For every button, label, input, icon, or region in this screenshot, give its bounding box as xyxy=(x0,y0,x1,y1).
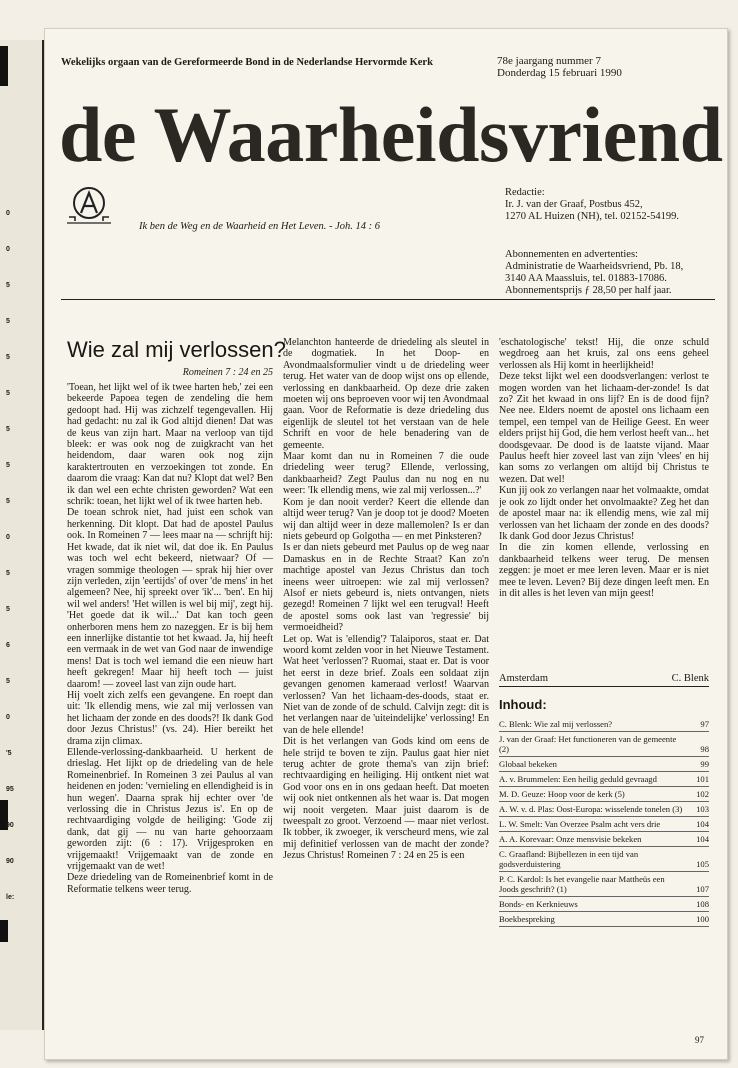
motto: Ik ben de Weg en de Waarheid en Het Leven. - Joh. 14 : 6 xyxy=(139,221,381,232)
contents-entry xyxy=(499,732,709,757)
article-paragraph: Deze driedeling van de Romeinenbrief komt in de Reformatie telkens weer terug. xyxy=(67,872,273,895)
contents-entry xyxy=(499,787,709,802)
tagline: Wekelijks orgaan van de Gereformeerde Bond in de Nederlandse Hervormde Kerk xyxy=(61,57,433,68)
spine-mark: '5 xyxy=(6,750,12,757)
contents-entry-page: 104 xyxy=(696,819,709,829)
article-paragraph: Deze tekst lijkt wel een doodsverlangen: verlost te mogen worden van het lichaam-der-zonde! Is dat zo? Zit het kwaad in ons lijf? En is de dood fijn? Nee nee. Elders noemt de apostel ons lichaam een tempel, een tempel van de Heilige Geest. En weer elders prijst hij God, die hem verlost heeft van... het doodsgevaar. De dood is de laatste vijand. Maar Paulus heeft hier zoveel last van zijn 'vlees' en hij kan soms zo verlangen om altijd bij Christus te wezen. Dat wel! xyxy=(499,371,709,485)
contents-entry xyxy=(499,872,709,897)
article-paragraph: Let op. Wat is 'ellendig'? Talaiporos, staat er. Dat woord komt zelden voor in het Nieuwe Testament. Wat heet 'verlossen'? Ruomai, staat er. Dat is voor het eerst in deze brief. Zoals een soldaat zijn gevangen genomen kameraad verlost! Waarvan verlossen? Van het lichaam-des-doods, staat er. Niet van de zonde of de schuld. Calvijn zegt: dit is het verlangen naar de 'uiteindelijke' verlossing! En van de hele ellende! xyxy=(283,633,489,736)
contents-entry xyxy=(499,832,709,847)
contents-entry-page: 99 xyxy=(700,759,709,769)
spine-mark: 0 xyxy=(6,534,10,541)
contents-entry xyxy=(499,757,709,772)
spine-mark: 5 xyxy=(6,498,10,505)
article-title: Wie zal mij verlossen? xyxy=(67,337,286,362)
article-paragraph: Maar komt dan nu in Romeinen 7 die oude driedeling weer terug? Ellende, verlossing, dankbaarheid? Zegt Paulus dan nu nog en nu weer: 'Ik ellendig mens, wie zal mij verlossen...?' xyxy=(283,451,489,497)
spine-mark: 90 xyxy=(6,822,14,829)
redactie-line: Redactie: xyxy=(505,187,545,198)
abonnementen-block xyxy=(505,249,715,297)
contents-entry xyxy=(499,897,709,912)
issue-date: Donderdag 15 februari 1990 xyxy=(497,67,622,79)
binding-spine xyxy=(0,40,44,1030)
contents-entry-page: 107 xyxy=(696,884,709,894)
contents-entry-title: Boekbespreking xyxy=(499,914,555,924)
contents-entry xyxy=(499,717,709,732)
contents-entry xyxy=(499,847,709,872)
signature-place: Amsterdam xyxy=(499,673,548,684)
header-rule xyxy=(61,299,715,300)
article-paragraph: Is er dan niets gebeurd met Paulus op de weg naar Damaskus en in de Rechte Straat? Kan zo'n machtige apostel van Jezus Christus dan toch ineens weer uitroepen: wie zal mij verlossen? Alsof er niets gebeurd is, niets ontvangen, niets gezegd! Romeinen 7 lijkt wel een terugval! Heeft de apostel soms ook last van 'regressie' bij vermoeidheid? xyxy=(283,542,489,634)
contents-entry-title: A. v. Brummelen: Een heilig geduld gevraagd xyxy=(499,774,657,784)
spine-mark: 0 xyxy=(6,246,10,253)
newspaper-page xyxy=(44,28,728,1060)
article-paragraph: 'eschatologische' tekst! Hij, die onze schuld wegdroeg aan het kruis, zal ons eens geheel verlossen als Hij komt in heerlijkheid! xyxy=(499,337,709,371)
page-number: 97 xyxy=(695,1035,704,1045)
contents-entry-page: 105 xyxy=(696,859,709,869)
article-paragraph: Kun jij ook zo verlangen naar het volmaakte, omdat je ook zo lijdt onder het onvolmaakte? Zeg het dan de apostel maar na: ik ellendig mens, wie zal mij verlossen van het lichaam der zonde en des doods? Ik dank God door Jezus Christus! xyxy=(499,485,709,542)
spine-mark: 0 xyxy=(6,210,10,217)
issue-info xyxy=(497,55,622,79)
scripture-reference: Romeinen 7 : 24 en 25 xyxy=(182,367,273,378)
spine-mark: 95 xyxy=(6,786,14,793)
spine-mark: 5 xyxy=(6,606,10,613)
spine-mark: 5 xyxy=(6,282,10,289)
issue-volume: 78e jaargang nummer 7 xyxy=(497,55,601,67)
spine-mark: 5 xyxy=(6,354,10,361)
contents-entry-page: 102 xyxy=(696,789,709,799)
contents-entry-page: 100 xyxy=(696,914,709,924)
contents-entry-title: Bonds- en Kerknieuws xyxy=(499,899,578,909)
article-paragraph: Hij voelt zich zelfs een gevangene. En roept dan uit: 'Ik ellendig mens, wie zal mij verlossen van het lichaam der zonde en des doods?! Ik dank God door Jezus Christus!' (vs. 24). Hier bereikt het drama zijn climax. xyxy=(67,689,273,747)
contents-entry-title: C. Graafland: Bijbellezen in een tijd van godsverduistering xyxy=(499,849,639,869)
spine-mark: 5 xyxy=(6,462,10,469)
article-paragraph: In die zin komen ellende, verlossing en dankbaarheid telkens weer terug. De mensen zeggen: je moet er mee leren leven. Maar er is niet mee te leven. Leven? Bij deze dingen leeft men. En in dit alles is het leven van mijn geest! xyxy=(499,542,709,599)
contents-entry xyxy=(499,817,709,832)
contents-title: Inhoud: xyxy=(499,697,547,712)
abonnementen-line: Administratie de Waarheidsvriend, Pb. 18, xyxy=(505,261,684,272)
article-paragraph: Ellende-verlossing-dankbaarheid. U herkent de drieslag. Het lijkt op de driedeling van de hele Romeinenbrief. In Romeinen 3 zei Paulus al van heidenen en joden: 'vernieling en ellendigheid is in hun wegen'. Daarna sprak hij echter over 'de verlossing die in Christus Jezus is'. En op de rechtvaardiging volgde de heiliging: 'Gode zij dank, dat gij — nu van harte gehoorzaam geworden zijt: (6 : 17). Vrijgesproken en vrijgemaakt! Vrijgemaakt van de zonde en vrijgemaakt van de wet! xyxy=(67,747,273,873)
spine-black-tab xyxy=(0,920,8,942)
contents-entry-page: 103 xyxy=(696,804,709,814)
spine-mark: 90 xyxy=(6,858,14,865)
contents-entry-title: J. van der Graaf: Het functioneren van de gemeente (2) xyxy=(499,734,677,754)
contents-entry-page: 101 xyxy=(696,774,709,784)
article-paragraph: Melanchton hanteerde de driedeling als sleutel in de dogmatiek. In het Doop- en Avondmaalsformulier vindt u de driedeling weer terug. Het water van de doop wijst ons op ellende, verlossing en dankbaarheid. Op deze drie zaken moeten wij ons beproeven voor wij ten Avondmaal gaan. Voor de Reformatie is deze driedeling dus eigenlijk de sleutel tot het verstaan van de hele Schrift en voor de hele benadering van de gemeente. xyxy=(283,337,489,451)
alpha-omega-logo-icon xyxy=(65,185,113,225)
redactie-line: 1270 AL Huizen (NH), tel. 02152-54199. xyxy=(505,211,679,222)
spine-mark: 5 xyxy=(6,318,10,325)
contents-entry-title: M. D. Geuze: Hoop voor de kerk (5) xyxy=(499,789,625,799)
redactie-line: Ir. J. van der Graaf, Postbus 452, xyxy=(505,199,643,210)
contents-entry-title: L. W. Smelt: Van Overzee Psalm acht vers drie xyxy=(499,819,661,829)
masthead-title: de Waarheidsvriend xyxy=(59,91,723,178)
contents-entry xyxy=(499,772,709,787)
contents-entry-page: 108 xyxy=(696,899,709,909)
contents-entry-page: 104 xyxy=(696,834,709,844)
contents-entry-title: Globaal bekeken xyxy=(499,759,557,769)
article-paragraph: Dit is het verlangen van Gods kind om eens de hele strijd te boven te zijn. Paulus gaat hier niet terug achter de grote thema's van zijn brief: rechtvaardiging en heiliging. Hij ontkent niet wat God voor ons en in ons gedaan heeft. Dat moeten wij ook niet ontkennen als het waar is. Dat mogen wij nooit vergeten. Maar juist daarom is de tweespalt zo groot. Verzoend — maar niet verlost. Ik tobber, ik zwoeger, ik verscheurd mens, wie zal mij definitief verlossen van de macht der zonde? Jezus Christus! Romeinen 7 : 24 en 25 is een xyxy=(283,736,489,862)
spine-mark: 6 xyxy=(6,642,10,649)
abonnementen-line: 3140 AA Maassluis, tel. 01883-17086. xyxy=(505,273,667,284)
spine-mark: le: xyxy=(6,894,15,901)
redactie-block xyxy=(505,187,715,223)
spine-mark: 5 xyxy=(6,678,10,685)
contents-entry-title: P. C. Kardol: Is het evangelie naar Mattheüs een Joods geschrift? (1) xyxy=(499,874,665,894)
contents-entry-title: A. A. Korevaar: Onze mensvisie bekeken xyxy=(499,834,642,844)
article-column-3 xyxy=(499,337,709,659)
contents-entry-page: 98 xyxy=(700,744,709,754)
article-paragraph: 'Toean, het lijkt wel of ik twee harten heb,' zei een bekeerde Papoea tegen de zendeling die hem gedoopt had. Hij was zichzelf tegengevallen. Hij had gedacht: nu zal ik God altijd dienen! Dat was de keus van zijn hart. Maar na verloop van tijd bleek: er was ook nog de zuigkracht van het heidendom, daar waren ook nog zijn karaktertrouten en verzoekingen tot zonde. En daarom die vraag: Kan dat nu? Klopt dat wel? Ben ik dan wel een echte christen geworden? Wat een schrik: toean, het lijkt wel of ik twee harten heb. xyxy=(67,382,273,508)
spine-mark: 5 xyxy=(6,570,10,577)
abonnementen-line: Abonnementsprijs ƒ 28,50 per half jaar. xyxy=(505,285,672,296)
contents-entry-page: 97 xyxy=(700,719,709,729)
contents-entry xyxy=(499,802,709,817)
spine-mark: 0 xyxy=(6,714,10,721)
spine-mark: 5 xyxy=(6,426,10,433)
signature-author: C. Blenk xyxy=(671,673,709,684)
contents-entry xyxy=(499,912,709,927)
article-paragraph: De toean schrok niet, had juist een schok van herkenning. Dit klopt. Dat had de apostel Paulus ook. In Romeinen 7 — lees maar na — schrijft hij: Het kwade, dat ik niet wil, dat doe ik. En Paulus was toch wel echt bekeerd, nietwaar? Of — vragen sommige theologen — sprak hij hier over zijn verleden, zijn 'eertijds' of over 'de mens' in het algemeen? Nee, hij spreekt over 'ik'... 'ben'. En hij wil wel anders! 'Het willen is wel bij mij', zegt hij. 'Het goede dat ik wil...' Dat kan toch geen onherboren mens hem zo nazeggen. Er is bij hem een innerlijke distantie tot het kwaad. Ja, hij heeft een vermaak in de wet van God naar de inwendige mens! Dat is toch wel iemand die een nieuw hart heeft gekregen! Maar hij heeft toch — juist daarom! — zoveel last van zijn oude hart. xyxy=(67,507,273,690)
article-signature xyxy=(499,673,709,687)
abonnementen-line: Abonnementen en advertenties: xyxy=(505,249,638,260)
contents-entry-title: A. W. v. d. Plas: Oost-Europa: wisselende tonelen (3) xyxy=(499,804,683,814)
article-paragraph: Kom je dan nooit verder? Keert die ellende dan altijd weer terug? Van je doop tot je dood? Moeten wij dan altijd weer in deze mallemolen? Is er dan niets gebeurd op Golgotha — en met Pinksteren? xyxy=(283,496,489,542)
contents-entry-title: C. Blenk: Wie zal mij verlossen? xyxy=(499,719,613,729)
contents-list xyxy=(499,717,709,927)
article-column-2 xyxy=(283,337,489,1017)
article-column-1 xyxy=(67,382,273,1004)
spine-black-tab xyxy=(0,46,8,86)
spine-mark: 5 xyxy=(6,390,10,397)
